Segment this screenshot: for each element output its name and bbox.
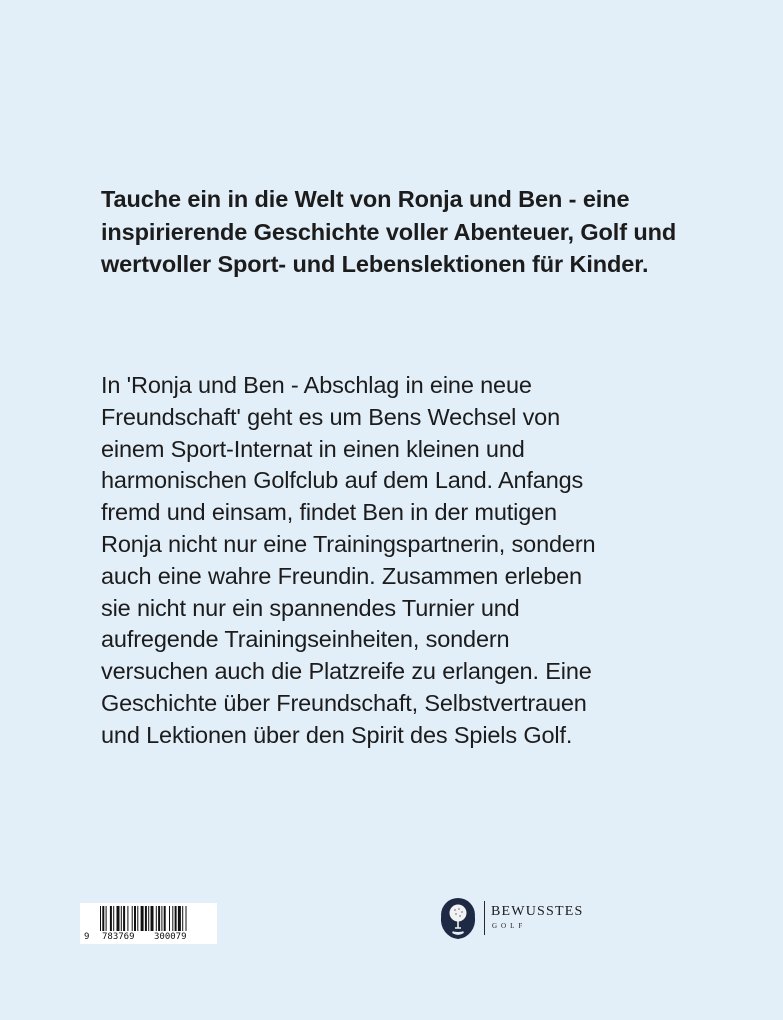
description-line: harmonischen Golfclub auf dem Land. Anfangs <box>101 467 584 494</box>
description-text <box>101 370 661 752</box>
intro-text: Tauche ein in die Welt von Ronja und Ben - eine inspirierende Geschichte voller Abenteuer, Golf und wertvoller Sport- und Lebenslektionen für Kinder. <box>101 186 677 277</box>
description-line: sie nicht nur ein spannendes Turnier und <box>101 594 520 621</box>
description-line: In 'Ronja und Ben - Abschlag in eine neue <box>101 372 532 398</box>
description-line: fremd und einsam, findet Ben in der mutigen <box>101 499 557 526</box>
barcode-digit-group: 300079 <box>154 932 187 942</box>
description-line: und Lektionen über den Spirit des Spiels Golf. <box>101 721 573 748</box>
description-line: Freundschaft' geht es um Bens Wechsel von <box>101 403 561 430</box>
publisher-name: BEWUSSTES <box>491 904 584 919</box>
description-line: Ronja nicht nur eine Trainingspartnerin, sondern <box>101 530 596 557</box>
description-line: Geschichte über Freundschaft, Selbstvertrauen <box>101 689 587 716</box>
description-line: auch eine wahre Freundin. Zusammen erleben <box>101 562 582 589</box>
publisher-logo <box>436 895 636 943</box>
barcode-digit-group: 9 <box>84 932 90 942</box>
description-line: versuchen auch die Platzreife zu erlangen. Eine <box>101 658 592 685</box>
golf-ball-laurel-icon <box>436 895 480 943</box>
logo-divider <box>484 901 485 935</box>
barcode-digit-group: 783769 <box>102 932 135 942</box>
isbn-barcode <box>80 903 217 944</box>
barcode-bars <box>80 903 217 933</box>
publisher-subtitle: GOLF <box>492 922 527 930</box>
description-line: aufregende Trainingseinheiten, sondern <box>101 626 510 653</box>
description-line: einem Sport-Internat in einen kleinen und <box>101 435 525 462</box>
